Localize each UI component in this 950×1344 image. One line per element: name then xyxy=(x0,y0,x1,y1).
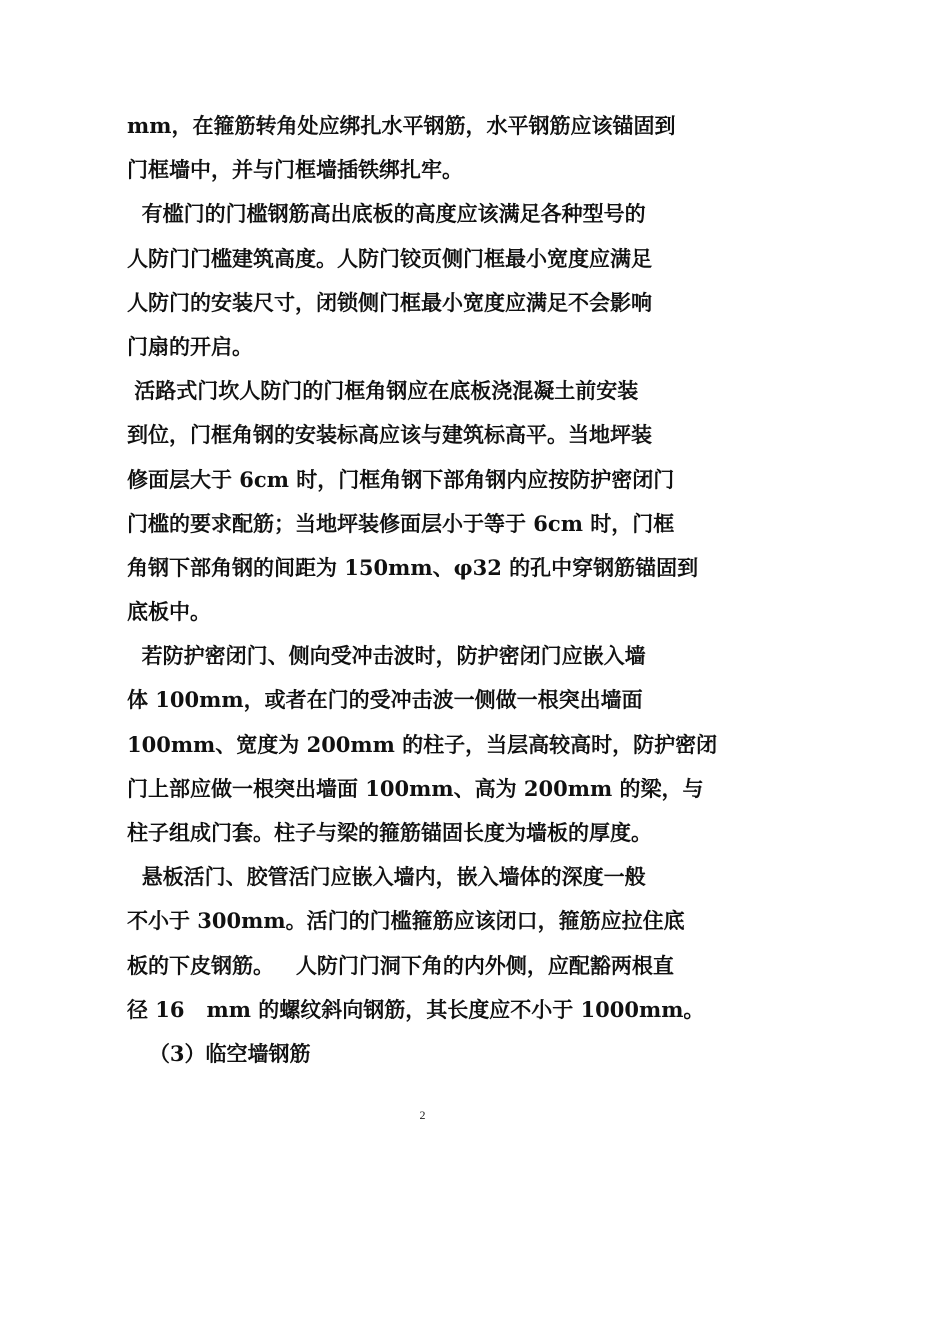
text-line: 有槛门的门槛钢筋高出底板的高度应该满足各种型号的 xyxy=(127,201,646,227)
text-line: 角钢下部角钢的间距为 150mm、φ32 的孔中穿钢筋锚固到 xyxy=(127,554,699,580)
text-line: 活路式门坎人防门的门框角钢应在底板浇混凝土前安装 xyxy=(127,378,639,404)
text-line: 底板中。 xyxy=(127,599,211,625)
text-line: 门上部应做一根突出墙面 100mm、高为 200mm 的梁，与 xyxy=(127,775,704,801)
text-line: 人防门门槛建筑高度。人防门铰页侧门框最小宽度应满足 xyxy=(127,245,652,271)
text-line: 板的下皮钢筋。 人防门门洞下角的内外侧，应配豁两根直 xyxy=(127,952,674,978)
text-line: mm，在箍筋转角处应绑扎水平钢筋，水平钢筋应该锚固到 xyxy=(127,113,676,138)
text-line: 体 100mm，或者在门的受冲击波一侧做一根突出墙面 xyxy=(127,687,643,713)
text-line: 不小于 300mm。活门的门槛箍筋应该闭口，箍筋应拉住底 xyxy=(127,908,685,934)
text-line: 人防门的安装尺寸，闭锁侧门框最小宽度应满足不会影响 xyxy=(127,289,652,315)
text-line: 门框墙中，并与门框墙插铁绑扎牢。 xyxy=(127,157,463,183)
text-line: 若防护密闭门、侧向受冲击波时，防护密闭门应嵌入墙 xyxy=(127,643,646,669)
page-number: 2 xyxy=(419,1108,426,1122)
text-line: 修面层大于 6cm 时，门框角钢下部角钢内应按防护密闭门 xyxy=(127,466,675,492)
body-text xyxy=(127,104,737,1076)
text-line: 悬板活门、胶管活门应嵌入墙内，嵌入墙体的深度一般 xyxy=(127,864,646,890)
text-line: 径 16 mm 的螺纹斜向钢筋，其长度应不小于 1000mm。 xyxy=(127,996,705,1022)
text-line: 门扇的开启。 xyxy=(127,333,253,359)
text-line: 门槛的要求配筋；当地坪装修面层小于等于 6cm 时，门框 xyxy=(127,510,675,536)
text-line: 100mm、宽度为 200mm 的柱子，当层高较高时，防护密闭 xyxy=(127,731,718,757)
text-line: 柱子组成门套。柱子与梁的箍筋锚固长度为墙板的厚度。 xyxy=(127,820,652,845)
section-heading: （3）临空墙钢筋 xyxy=(127,1040,311,1066)
text-line: 到位，门框角钢的安装标高应该与建筑标高平。当地坪装 xyxy=(127,422,652,448)
